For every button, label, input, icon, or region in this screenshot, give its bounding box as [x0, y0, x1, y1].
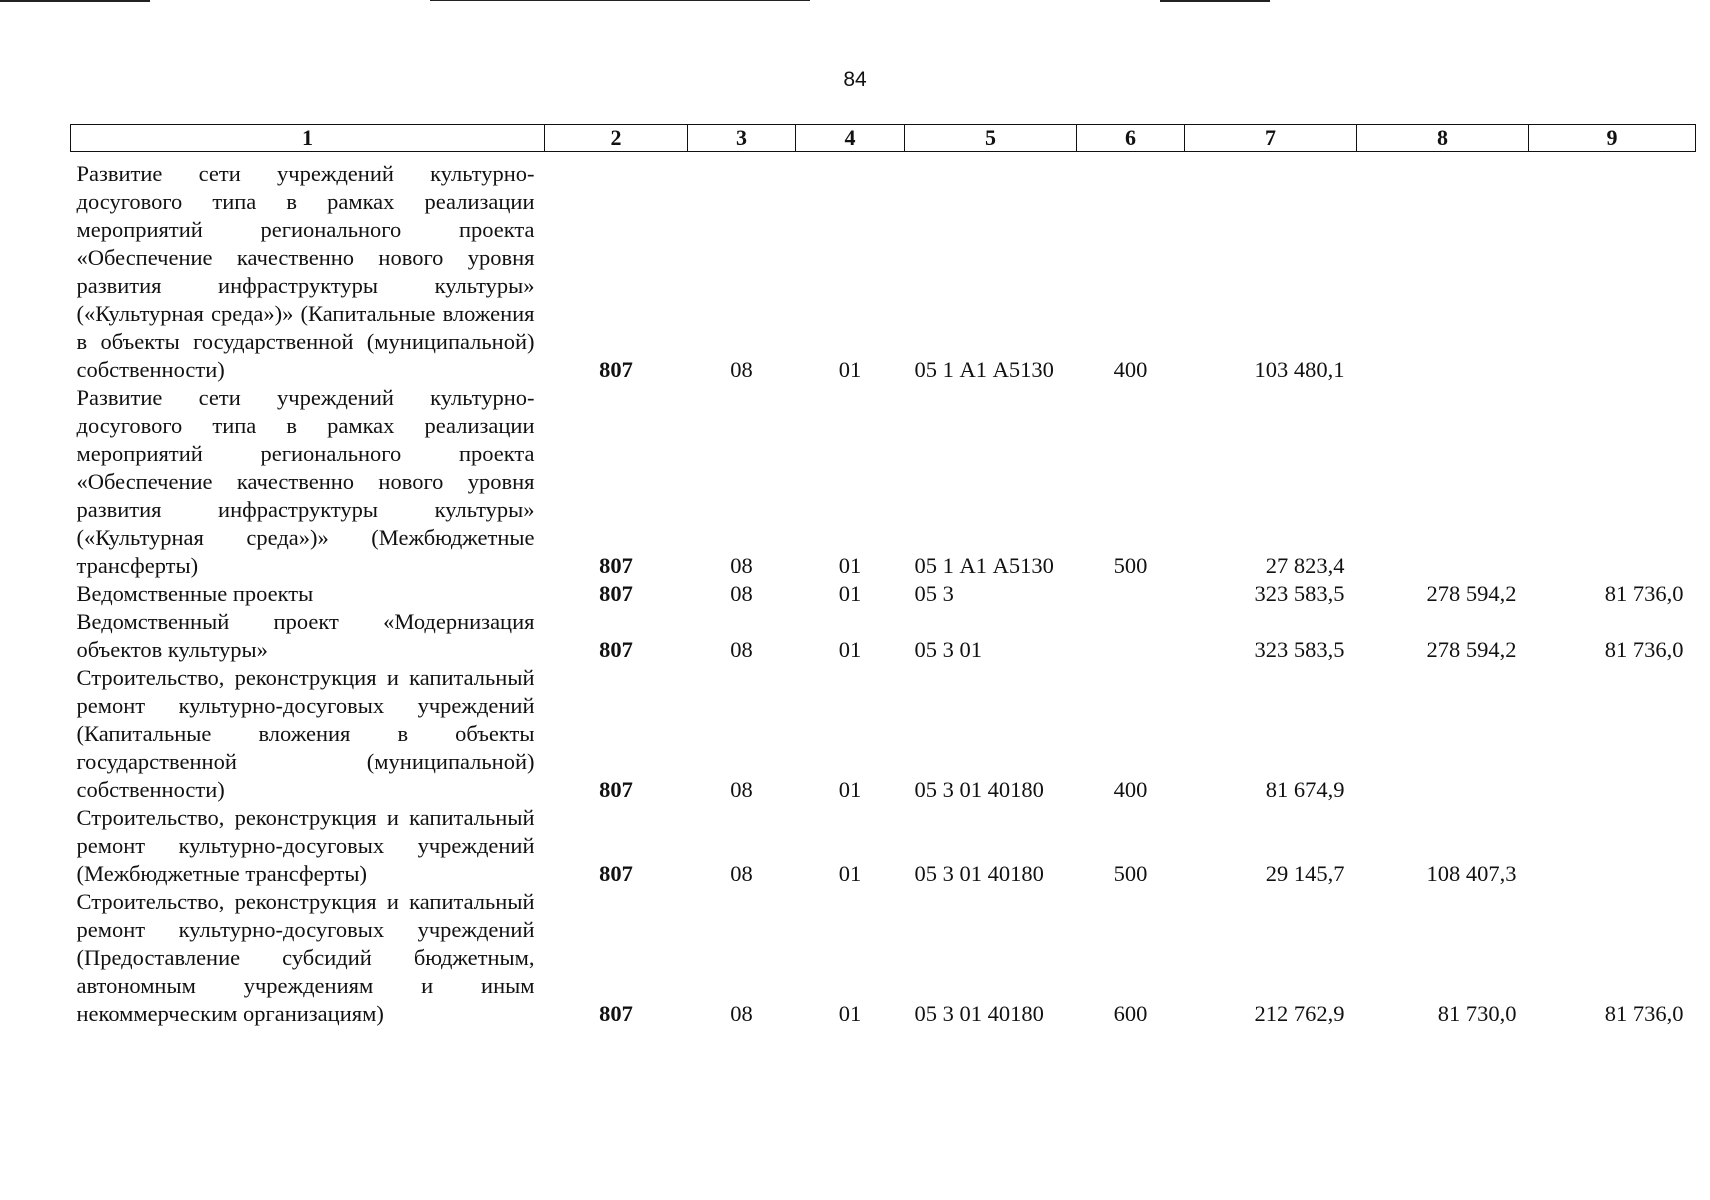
- cell-target-article: 05 1 А1 А5130: [914, 357, 1054, 382]
- cell-amount-year3: [1529, 384, 1696, 580]
- cell-amount-year1: 29 145,7: [1265, 861, 1345, 886]
- table-row: [71, 664, 1696, 804]
- page-number: 84: [843, 68, 867, 91]
- row-name: Строительство, реконструкция и капитальный ремонт культурно-досуговых учреждений (Межбюджетные трансферты): [76, 805, 535, 886]
- cell-amount-year2: 81 730,0: [1437, 1001, 1517, 1026]
- cell-target-article: 05 3 01 40180: [914, 861, 1044, 886]
- cell-amount-year3: 81 736,0: [1604, 1001, 1684, 1026]
- cell-subsection: 01: [838, 1001, 862, 1026]
- row-name: Строительство, реконструкция и капитальный ремонт культурно-досуговых учреждений (Капитальные вложения в объекты государственной (муниципальной) собственности): [76, 665, 535, 802]
- cell-expense-type: [1077, 580, 1185, 608]
- cell-target-article: 05 3 01: [914, 637, 982, 662]
- cell-amount-year2: 278 594,2: [1426, 581, 1517, 606]
- cell-amount-year1: 103 480,1: [1254, 357, 1345, 382]
- cell-amount-year2: 108 407,3: [1426, 861, 1517, 886]
- cell-amount-year3: 81 736,0: [1604, 581, 1684, 606]
- row-name: Развитие сети учреждений культурно-досугового типа в рамках реализации мероприятий регионального проекта «Обеспечение качественно нового уровня развития инфраструктуры культуры» («Культурная среда»)» (Межбюджетные трансферты): [76, 385, 535, 578]
- cell-amount-year1: 27 823,4: [1265, 553, 1345, 578]
- column-header: 3: [688, 125, 796, 152]
- cell-ministry-code: 807: [599, 1001, 633, 1026]
- cell-expense-type: 400: [1113, 357, 1148, 382]
- cell-ministry-code: 807: [599, 357, 633, 382]
- column-header: 5: [905, 125, 1077, 152]
- cell-ministry-code: 807: [599, 553, 633, 578]
- table-row: [71, 608, 1696, 664]
- column-header: 8: [1357, 125, 1529, 152]
- table-row: [71, 580, 1696, 608]
- scan-edge-line: [0, 0, 150, 2]
- column-header: 7: [1185, 125, 1357, 152]
- cell-expense-type: 600: [1113, 1001, 1148, 1026]
- cell-target-article: 05 3: [914, 581, 954, 606]
- cell-expense-type: 500: [1113, 553, 1148, 578]
- scan-edge-line: [430, 0, 810, 1]
- cell-amount-year1: 323 583,5: [1254, 581, 1345, 606]
- cell-amount-year1: 81 674,9: [1265, 777, 1345, 802]
- cell-target-article: 05 1 А1 А5130: [914, 553, 1054, 578]
- column-header: 9: [1529, 125, 1696, 152]
- cell-target-article: 05 3 01 40180: [914, 1001, 1044, 1026]
- table-row: [71, 152, 1696, 385]
- cell-subsection: 01: [838, 553, 862, 578]
- cell-section: 08: [730, 581, 753, 606]
- column-header: 1: [71, 125, 545, 152]
- cell-amount-year3: [1529, 664, 1696, 804]
- cell-amount-year2: 278 594,2: [1426, 637, 1517, 662]
- cell-subsection: 01: [838, 637, 862, 662]
- row-name: Ведомственные проекты: [76, 581, 314, 606]
- row-name: Строительство, реконструкция и капитальный ремонт культурно-досуговых учреждений (Предоставление субсидий бюджетным, автономным учреждениям и иным некоммерческим организациям): [76, 889, 535, 1026]
- cell-subsection: 01: [838, 357, 862, 382]
- table-row: [71, 888, 1696, 1028]
- cell-ministry-code: 807: [599, 777, 633, 802]
- cell-section: 08: [730, 1001, 753, 1026]
- header-row: [71, 125, 1696, 152]
- cell-amount-year3: 81 736,0: [1604, 637, 1684, 662]
- column-header: 6: [1077, 125, 1185, 152]
- cell-expense-type: 500: [1113, 861, 1148, 886]
- column-header: 2: [545, 125, 688, 152]
- table-row: [71, 384, 1696, 580]
- cell-ministry-code: 807: [599, 581, 633, 606]
- budget-table: [70, 124, 1696, 1028]
- cell-expense-type: [1077, 608, 1185, 664]
- cell-section: 08: [730, 357, 753, 382]
- cell-amount-year1: 212 762,9: [1254, 1001, 1345, 1026]
- row-name: Развитие сети учреждений культурно-досугового типа в рамках реализации мероприятий регионального проекта «Обеспечение качественно нового уровня развития инфраструктуры культуры» («Культурная среда»)» (Капитальные вложения в объекты государственной (муниципальной) собственности): [76, 161, 535, 382]
- scan-edge-line: [1160, 0, 1270, 2]
- cell-amount-year3: [1529, 804, 1696, 888]
- row-name: Ведомственный проект «Модернизация объектов культуры»: [76, 609, 535, 662]
- cell-amount-year2: [1357, 152, 1529, 385]
- column-header: 4: [796, 125, 905, 152]
- cell-section: 08: [730, 553, 753, 578]
- table-row: [71, 804, 1696, 888]
- cell-amount-year2: [1357, 384, 1529, 580]
- cell-amount-year3: [1529, 152, 1696, 385]
- cell-ministry-code: 807: [599, 637, 633, 662]
- cell-section: 08: [730, 777, 753, 802]
- cell-subsection: 01: [838, 581, 862, 606]
- cell-subsection: 01: [838, 861, 862, 886]
- cell-ministry-code: 807: [599, 861, 633, 886]
- cell-subsection: 01: [838, 777, 862, 802]
- cell-amount-year1: 323 583,5: [1254, 637, 1345, 662]
- cell-amount-year2: [1357, 664, 1529, 804]
- cell-section: 08: [730, 637, 753, 662]
- cell-section: 08: [730, 861, 753, 886]
- cell-expense-type: 400: [1113, 777, 1148, 802]
- cell-target-article: 05 3 01 40180: [914, 777, 1044, 802]
